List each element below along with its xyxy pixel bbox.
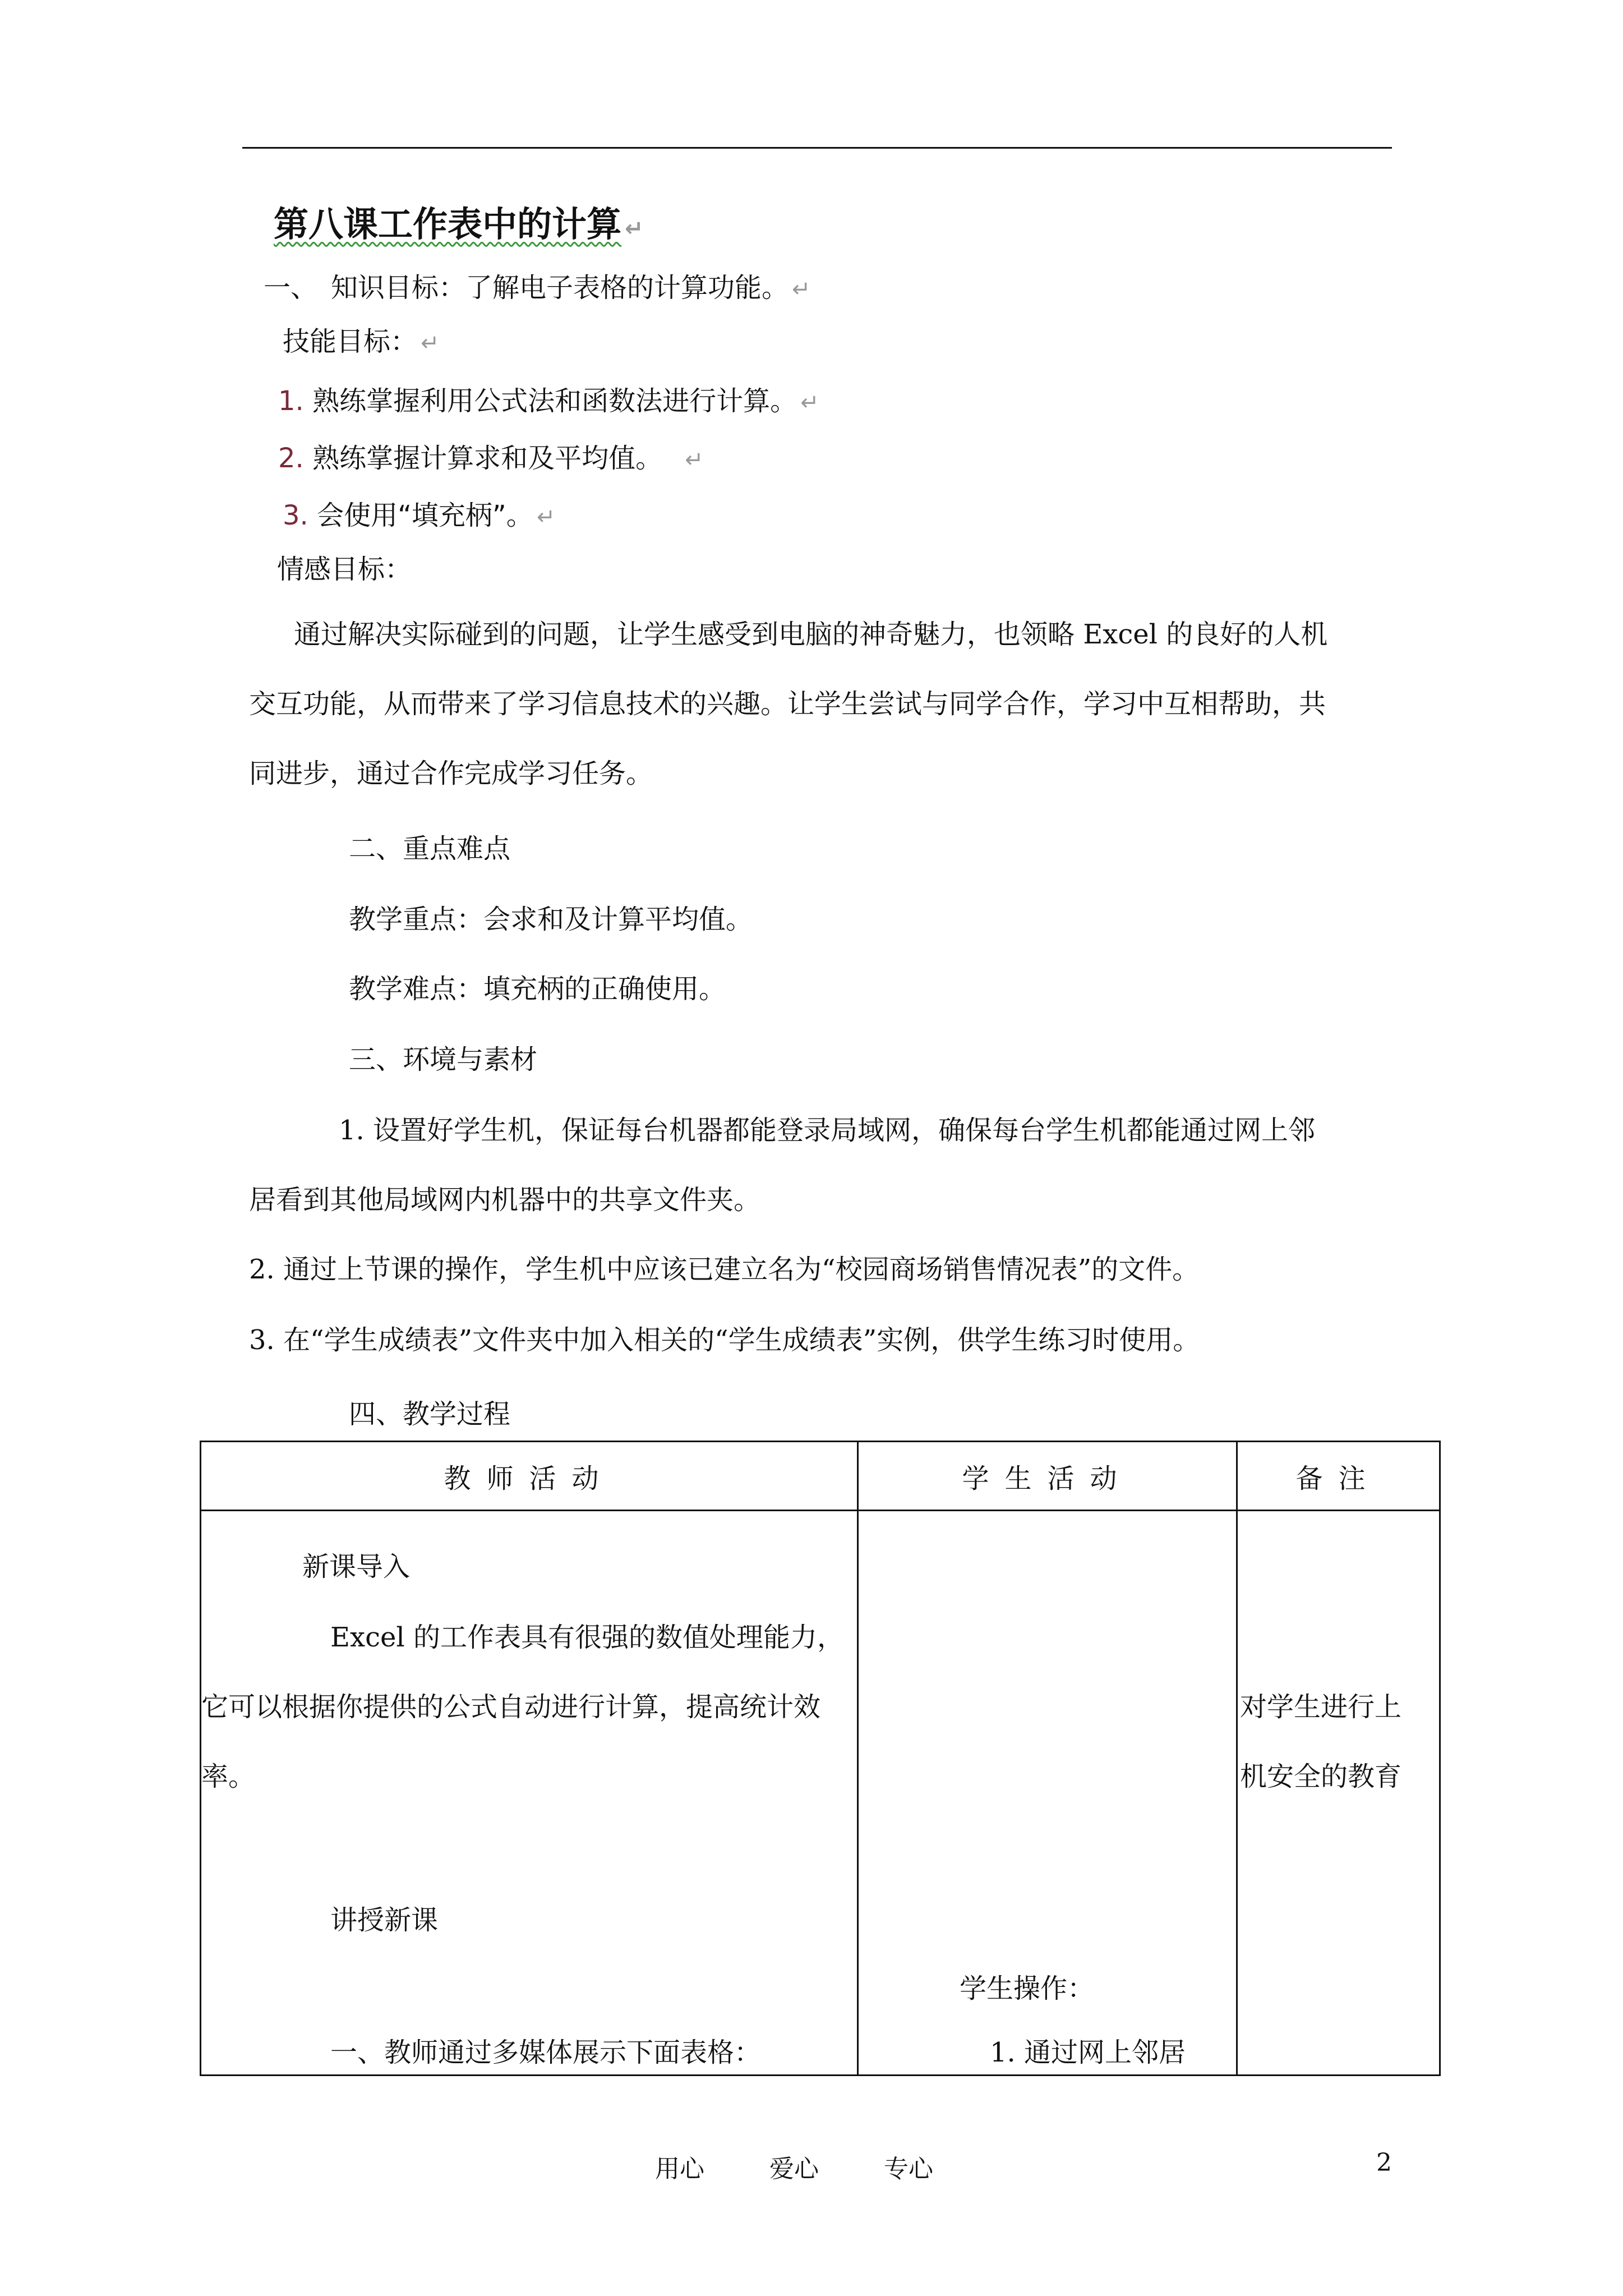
teacher-step-1: 一、教师通过多媒体展示下面表格： [330,2037,762,2068]
teaching-difficulty: 教学难点：填充柄的正确使用。 [349,973,726,1005]
lesson-title: 第八课工作表中的计算 ↵ [274,204,644,245]
intro-line-2: 它可以根据你提供的公式自动进行计算，提高统计效 [201,1691,821,1723]
header-rule [242,147,1392,149]
remark-line-2: 机安全的教育 [1240,1761,1402,1792]
emotion-line-1: 通过解决实际碰到的问题，让学生感受到电脑的神奇魅力，也领略 Excel 的良好的人机 [294,619,1328,650]
skill-item-2: 2. 熟练掌握计算求和及平均值。 ↵ [278,443,704,474]
teaching-process-table [200,1441,1441,2076]
teacher-activity-cell [201,1511,858,2076]
skill-item-1: 1. 熟练掌握利用公式法和函数法进行计算。 ↵ [278,385,819,417]
header-student-activity: 学生活动 [858,1442,1237,1511]
header-remarks: 备注 [1237,1442,1440,1511]
emotion-line-2: 交互功能，从而带来了学习信息技术的兴趣。让学生尝试与同学合作，学习中互相帮助，共 [249,688,1326,720]
intro-label: 新课导入 [302,1551,411,1582]
environment-item-1b: 居看到其他局域网内机器中的共享文件夹。 [249,1184,761,1216]
remarks-cell [1237,1511,1440,2076]
intro-line-1: Excel 的工作表具有很强的数值处理能力， [330,1622,845,1653]
page-number: 2 [1376,2148,1392,2177]
student-activity-cell [858,1511,1237,2076]
emotion-line-3: 同进步，通过合作完成学习任务。 [249,758,653,789]
table-header-row [201,1442,1440,1511]
student-op-label: 学生操作： [960,1973,1095,2004]
knowledge-goal: 一、 知识目标：了解电子表格的计算功能。 ↵ [264,272,811,303]
environment-item-1a: 1. 设置好学生机，保证每台机器都能登录局域网，确保每台学生机都能通过网上邻 [339,1115,1316,1146]
environment-heading: 三、环境与素材 [349,1044,538,1075]
emotion-goal-label: 情感目标： [277,554,412,585]
teaching-focus: 教学重点：会求和及计算平均值。 [349,904,753,935]
student-op-1: 1. 通过网上邻居 [990,2037,1186,2068]
process-heading: 四、教学过程 [349,1398,511,1430]
footer-left: 用心 [655,2155,704,2183]
remark-line-1: 对学生进行上 [1240,1691,1402,1723]
intro-line-3: 率。 [201,1761,256,1792]
new-lesson-label: 讲授新课 [330,1904,439,1936]
skill-item-3: 3. 会使用“填充柄”。 ↵ [283,500,556,531]
header-teacher-activity: 教师活动 [201,1442,858,1511]
footer-right: 专心 [884,2155,933,2183]
environment-item-3: 3. 在“学生成绩表”文件夹中加入相关的“学生成绩表”实例，供学生练习时使用。 [249,1324,1200,1356]
key-points-heading: 二、重点难点 [349,833,511,864]
table-row [201,1511,1440,2076]
paragraph-mark-icon: ↵ [625,216,644,242]
footer-mid: 爱心 [769,2155,819,2183]
skill-goal-label: 技能目标： ↵ [283,326,440,357]
environment-item-2: 2. 通过上节课的操作，学生机中应该已建立名为“校园商场销售情况表”的文件。 [249,1254,1200,1285]
